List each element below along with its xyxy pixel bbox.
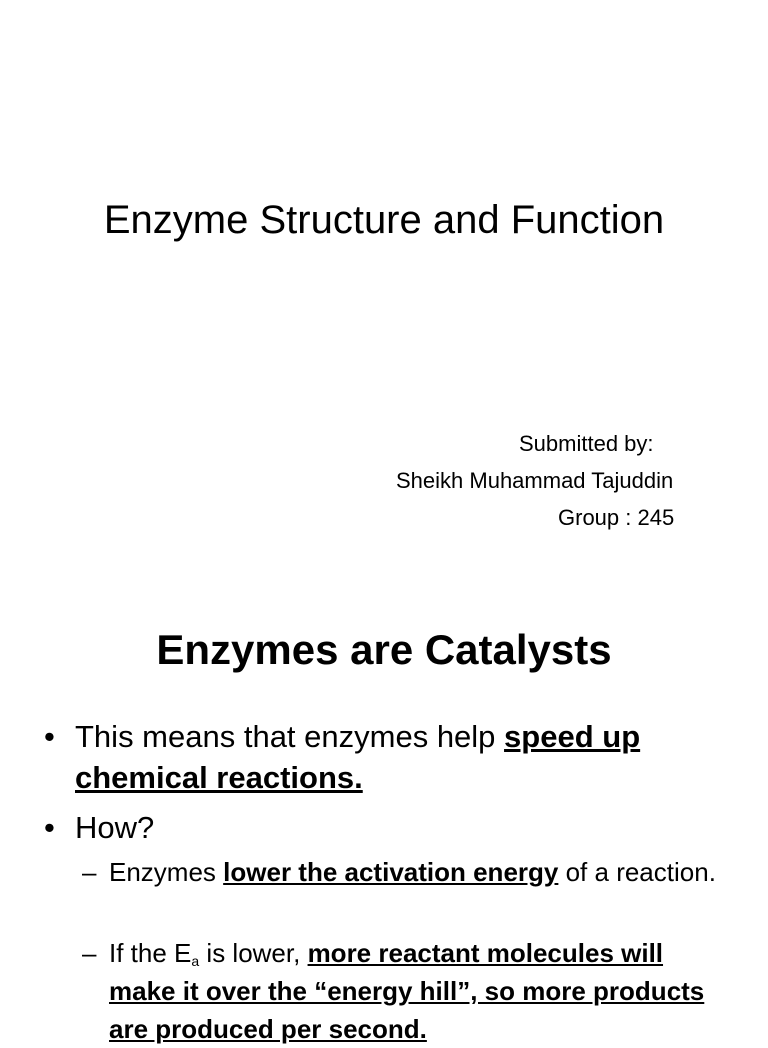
- sub-bullet-plain-text: If the E: [109, 938, 192, 968]
- sub-bullet-text: [109, 934, 732, 1048]
- bullet-text: [75, 716, 734, 798]
- sub-bullet-item: [82, 934, 732, 1048]
- sub-bullet-emphasis-text: more reactant molecules will make it over the “energy hill”, so more products are produced per second.: [109, 938, 705, 1044]
- bullet-plain-text: This means that enzymes help: [75, 719, 505, 754]
- dash-icon: –: [82, 938, 97, 968]
- sub-bullet-text: [109, 853, 732, 891]
- bullet-item: [44, 807, 734, 848]
- bullet-text: How?: [75, 810, 155, 845]
- group-number: Group : 245: [558, 505, 675, 530]
- slide-heading: Enzymes are Catalysts: [156, 626, 612, 673]
- bullet-emphasis-text: speed up chemical reactions.: [75, 719, 641, 795]
- author-name: Sheikh Muhammad Tajuddin: [396, 468, 674, 493]
- sub-bullet-item: [82, 853, 732, 891]
- bullet-icon: •: [44, 719, 55, 754]
- sub-bullet-plain-text: of a reaction.: [558, 857, 716, 887]
- dash-icon: –: [82, 857, 97, 887]
- bullet-icon: •: [44, 810, 55, 845]
- sub-bullet-plain-text: Enzymes: [109, 857, 224, 887]
- subscript-text: a: [191, 953, 200, 969]
- bullet-item: [44, 716, 734, 798]
- sub-bullet-plain-text: is lower,: [199, 938, 308, 968]
- sub-bullet-emphasis-text: lower the activation energy: [223, 857, 559, 887]
- submitted-by-label: Submitted by:: [519, 431, 654, 456]
- content-slide: [0, 576, 768, 1044]
- slide-title: Enzyme Structure and Function: [103, 198, 665, 242]
